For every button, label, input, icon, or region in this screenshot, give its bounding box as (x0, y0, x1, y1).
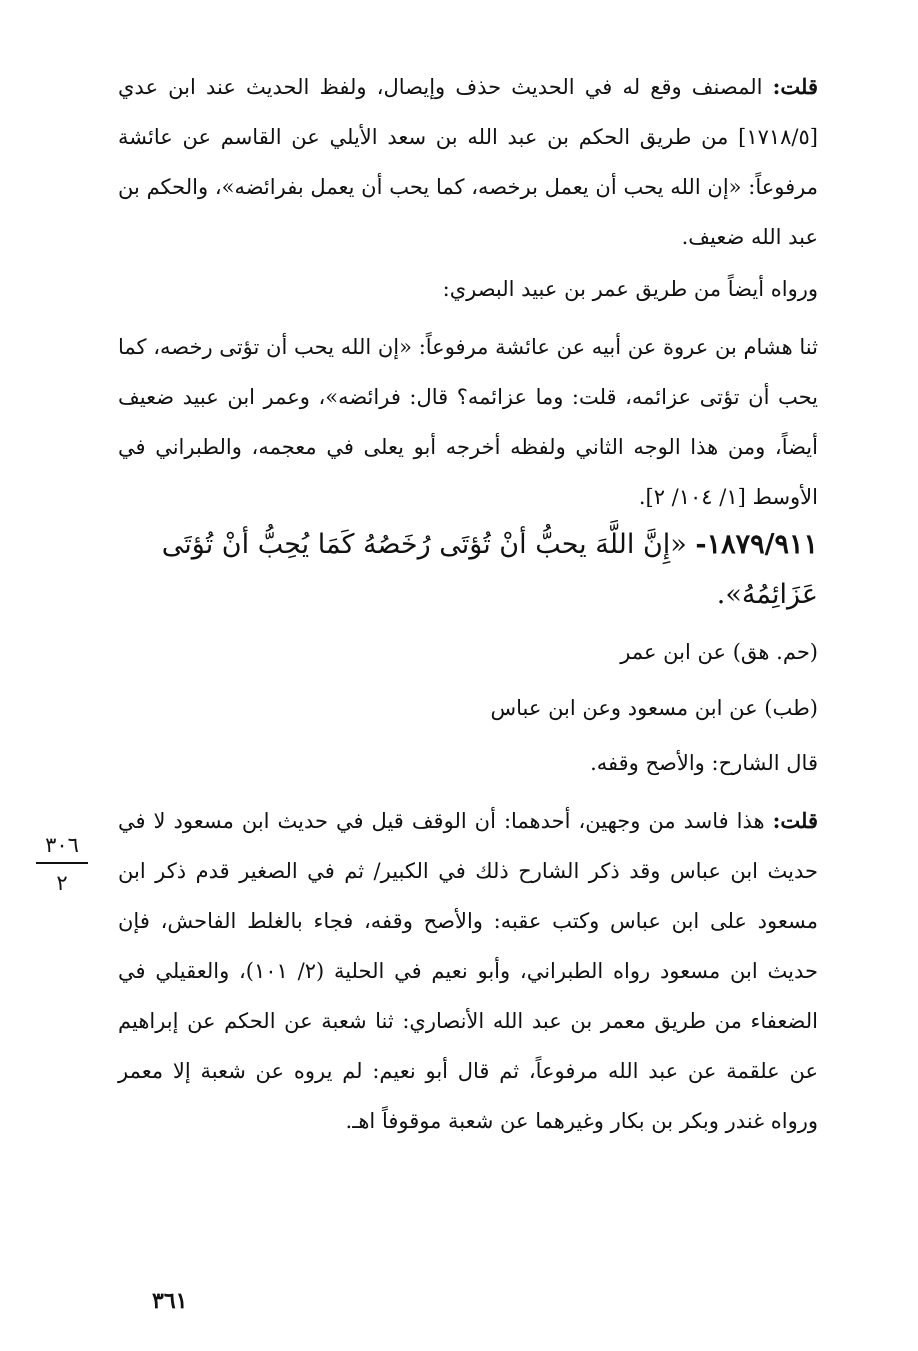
paragraph-3 (118, 322, 818, 522)
margin-reference-top: ٣٠٦ (45, 833, 79, 857)
margin-reference (36, 832, 88, 896)
paragraph-1-lead: قلت: (772, 74, 818, 99)
paragraph-3-text: ثنا هشام بن عروة عن أبيه عن عائشة مرفوعاً: «إن الله يحب أن تؤتى رخصه، كما يحب أن تؤتى عزائمه، قلت: وما عزائمه؟ قال: فرائضه»، وعمر ابن عبيد ضعيف أيضاً، ومن هذا الوجه الثاني ولفظه أخرجه أبو يعلى في معجمه، والطبراني في الأوسط [١/ ١٠٤/ ٢]. (118, 335, 818, 509)
paragraph-5-text: هذا فاسد من وجهين، أحدهما: أن الوقف قيل في حديث ابن مسعود لا في حديث ابن عباس وقد ذكر الشارح ذلك في الكبير/ ثم في الصغير قدم ذكر ابن مسعود على ابن عباس وكتب عقبه: والأصح وقفه، فجاء بالغلط الفاحش، فإن حديث ابن مسعود رواه الطبراني، وأبو نعيم في الحلية (٢/ ١٠١)، والعقيلي في الضعفاء من طريق معمر بن عبد الله الأنصاري: ثنا شعبة عن الحكم عن إبراهيم عن علقمة عن عبد الله مرفوعاً، ثم قال أبو نعيم: لم يروه عن شعبة إلا معمر ورواه غندر وبكر بن بكار وغيرهما عن شعبة موقوفاً اهـ. (118, 809, 818, 1133)
paragraph-5 (118, 796, 818, 1146)
page-number: ٣٦١ (152, 1288, 188, 1314)
hadith-number: ١٨٧٩/٩١١- (695, 529, 818, 560)
hadith-body: «إِنَّ اللَّهَ يحبُّ أنْ تُؤتَى رُخَصُهُ كَمَا يُحِبُّ أنْ تُؤتَى عَزَائِمُهُ». (161, 529, 818, 610)
paragraph-2-text: ورواه أيضاً من طريق عمر بن عبيد البصري: (442, 277, 818, 301)
hadith-text (118, 520, 818, 620)
paragraph-1-text: المصنف وقع له في الحديث حذف وإيصال، ولفظ الحديث عند ابن عدي [١٧١٨/٥] من طريق الحكم بن عبد الله بن سعد الأيلي عن القاسم عن عائشة مرفوعاً: «إن الله يحب أن يعمل برخصه، كما يحب أن يعمل بفرائضه»، والحكم بن عبد الله ضعيف. (118, 75, 818, 249)
paragraph-2 (118, 264, 818, 314)
margin-reference-rule (36, 862, 88, 864)
paragraph-4-text: قال الشارح: والأصح وقفه. (590, 751, 818, 775)
source-line-1: (حم. هق) عن ابن عمر (620, 640, 818, 664)
paragraph-4 (118, 738, 818, 788)
source-line-2: (طب) عن ابن مسعود وعن ابن عباس (490, 696, 818, 720)
margin-reference-bottom: ٢ (56, 871, 68, 895)
paragraph-5-lead: قلت: (772, 808, 818, 833)
paragraph-1 (118, 62, 818, 262)
